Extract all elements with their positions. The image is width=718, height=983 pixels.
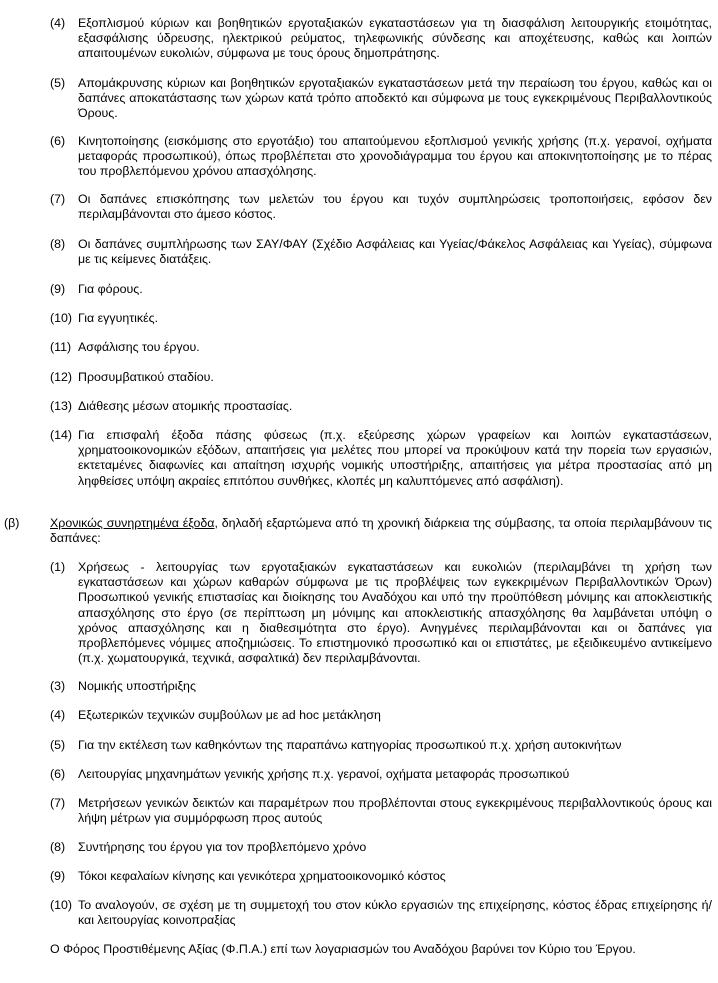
- list-item-a14: [50, 428, 712, 489]
- item-text: Χρήσεως - λειτουργίας των εργοταξιακών εγκαταστάσεων και ευκολιών (περιλαμβάνει τη χρήση των εγκαταστάσεων και χώρων καθαρών σύμφωνα με τις προβλέψεις των εγκεκριμένων Περιβαλλοντικών Όρων) Προσωπικού γενικής επιστασίας και διοίκησης του Αναδόχου και υπό την προϋπόθεση μόνιμης και αποκλειστικής απασχόλησης στο έργο (σε περίπτωση μη μόνιμης και αποκλειστικής απασχόλησης θα λαμβάνεται υπόψη ο χρόνος απασχόλησης και η διαθεσιμότητα στο έργο). Ανηγμένες περιλαμβάνονται και οι δαπάνες για προβλεπόμενες νόμιμες αποζημιώσεις. Το επιστημονικό προσωπικό και οι επιστάτες, με εξειδικευμένο αντικείμενο (π.χ. χωματουργικά, τεχνικά, ασφαλτικά) δεν περιλαμβάνονται.: [78, 560, 712, 666]
- item-number: (5): [50, 738, 66, 752]
- item-number: (8): [50, 840, 66, 854]
- item-text: Εξοπλισμού κύριων και βοηθητικών εργοταξιακών εγκαταστάσεων για τη διασφάλιση λειτουργικής ετοιμότητας, εξασφάλισης ύδρευσης, ηλεκτρικού ρεύματος, τηλεφωνικής σύνδεσης και αποχέτευσης, καθώς και λοιπών απαιτουμένων ευκολιών, σύμφωνα με τους όρους δημοπράτησης.: [78, 16, 712, 61]
- item-text: Ασφάλισης του έργου.: [78, 340, 200, 354]
- item-number: (12): [50, 370, 73, 384]
- list-item-b9: [50, 869, 712, 884]
- section-b-number: (β): [4, 516, 20, 530]
- item-text: Διάθεσης μέσων ατομικής προστασίας.: [78, 399, 293, 413]
- item-number: (3): [50, 679, 66, 693]
- list-item-a13: [50, 399, 712, 414]
- item-text: Το αναλογούν, σε σχέση με τη συμμετοχή του στον κύκλο εργασιών της επιχείρησης, κόστος έδρας επιχείρησης ή/και λειτουργίας κοινοπραξίας: [78, 898, 712, 928]
- list-item-a10: [50, 311, 712, 326]
- item-text: Οι δαπάνες συμπλήρωσης των ΣΑΥ/ΦΑΥ (Σχέδιο Ασφάλειας και Υγείας/Φάκελος Ασφάλειας και Υγείας), σύμφωνα με τις κείμενες διατάξεις.: [78, 237, 712, 267]
- item-number: (5): [50, 76, 66, 90]
- item-number: (4): [50, 708, 66, 722]
- item-number: (6): [50, 767, 66, 781]
- section-b-rest: , δηλαδή εξαρτώμενα από τη χρονική διάρκεια της σύμβασης, τα οποία περιλαμβάνουν τις δαπάνες:: [50, 516, 713, 546]
- vat-note: Ο Φόρος Προστιθέμενης Αξίας (Φ.Π.Α.) επί των λογαριασμών του Αναδόχου βαρύνει τον Κύριο του Έργου.: [50, 942, 636, 956]
- item-text: Νομικής υποστήριξης: [78, 679, 196, 693]
- item-number: (7): [50, 796, 66, 810]
- list-item-b3: [50, 679, 712, 694]
- item-text: Συντήρησης του έργου για τον προβλεπόμενο χρόνο: [78, 840, 367, 854]
- item-number: (9): [50, 282, 66, 296]
- list-item-a11: [50, 340, 712, 355]
- item-number: (14): [50, 428, 73, 442]
- list-item-a8: [50, 237, 712, 267]
- item-number: (10): [50, 898, 73, 912]
- list-item-b6: [50, 767, 712, 782]
- item-text: Μετρήσεων γενικών δεικτών και παραμέτρων που προβλέπονται στους εγκεκριμένους περιβαλλοντικούς όρους και λήψη μέτρων για συμμόρφωση προς αυτούς: [78, 796, 712, 826]
- section-b-text: [50, 516, 712, 546]
- item-text: Για την εκτέλεση των καθηκόντων της παραπάνω κατηγορίας προσωπικού π.χ. χρήση αυτοκινήτων: [78, 738, 622, 752]
- item-number: (1): [50, 560, 66, 574]
- section-b-title: Χρονικώς συνηρτημένα έξοδα: [50, 516, 215, 530]
- list-item-b8: [50, 840, 712, 855]
- list-item-b5: [50, 738, 712, 753]
- item-number: (13): [50, 399, 73, 413]
- list-item-a5: [50, 76, 712, 122]
- list-item-b4: [50, 708, 712, 723]
- item-number: (10): [50, 311, 73, 325]
- item-number: (8): [50, 237, 66, 251]
- list-item-a6: [50, 134, 712, 180]
- item-text: Οι δαπάνες επισκόπησης των μελετών του έργου και τυχόν συμπληρώσεις τροποποιήσεις, εφόσον δεν περιλαμβάνονται στο άμεσο κόστος.: [78, 192, 712, 222]
- item-number: (9): [50, 869, 66, 883]
- item-text: Τόκοι κεφαλαίων κίνησης και γενικότερα χρηματοοικονομικό κόστος: [78, 869, 446, 883]
- list-item-b1: [50, 560, 712, 666]
- list-item-a12: [50, 370, 712, 385]
- section-b-paragraph: [4, 516, 712, 546]
- item-text: Για φόρους.: [78, 282, 143, 296]
- list-item-b7: [50, 796, 712, 826]
- item-number: (7): [50, 192, 66, 206]
- item-text: Για εγγυητικές.: [78, 311, 159, 325]
- item-text: Προσυμβατικού σταδίου.: [78, 370, 214, 384]
- list-item-a4: [50, 16, 712, 62]
- list-item-a9: [50, 282, 712, 297]
- item-text: Απομάκρυνσης κύριων και βοηθητικών εργοταξιακών εγκαταστάσεων μετά την περαίωση του έργου, καθώς και οι δαπάνες αποκατάστασης των χώρων κατά τρόπο αποδεκτό και σύμφωνα με τους εγκεκριμένους Περιβαλλοντικούς Όρους.: [78, 76, 712, 121]
- item-number: (4): [50, 16, 66, 30]
- item-number: (11): [50, 340, 72, 354]
- item-text: Για επισφαλή έξοδα πάσης φύσεως (π.χ. εξεύρεσης χώρων γραφείων και λοιπών εγκαταστάσεων, χρηματοοικονομικών εξόδων, απαιτήσεις για μελέτες που μπορεί να προκύψουν κατά την πορεία των εργασιών, εκτεταμένες διαφωνίες και απαίτηση ισχυρής νομικής υποστήριξης, απαιτήσεις για μέτρα προστασίας από μη ληφθείσες υπόψη ακραίες επιτόπου συνθήκες, κλοπές μη καλυπτόμενες από ασφάλιση).: [78, 428, 712, 488]
- item-number: (6): [50, 134, 66, 148]
- list-item-b10: [50, 898, 712, 928]
- item-text: Κινητοποίησης (εισκόμισης στο εργοτάξιο) του απαιτούμενου εξοπλισμού γενικής χρήσης (π.χ. γερανοί, οχήματα μεταφοράς προσωπικού), όπως προβλέπεται στο χρονοδιάγραμμα του έργου και αποκινητοποίησης με το πέρας του προβλεπόμενου χρόνου απασχόλησης.: [78, 134, 712, 179]
- list-item-a7: [50, 192, 712, 222]
- item-text: Λειτουργίας μηχανημάτων γενικής χρήσης π.χ. γερανοί, οχήματα μεταφοράς προσωπικού: [78, 767, 570, 781]
- item-text: Εξωτερικών τεχνικών συμβούλων με ad hoc μετάκληση: [78, 708, 381, 722]
